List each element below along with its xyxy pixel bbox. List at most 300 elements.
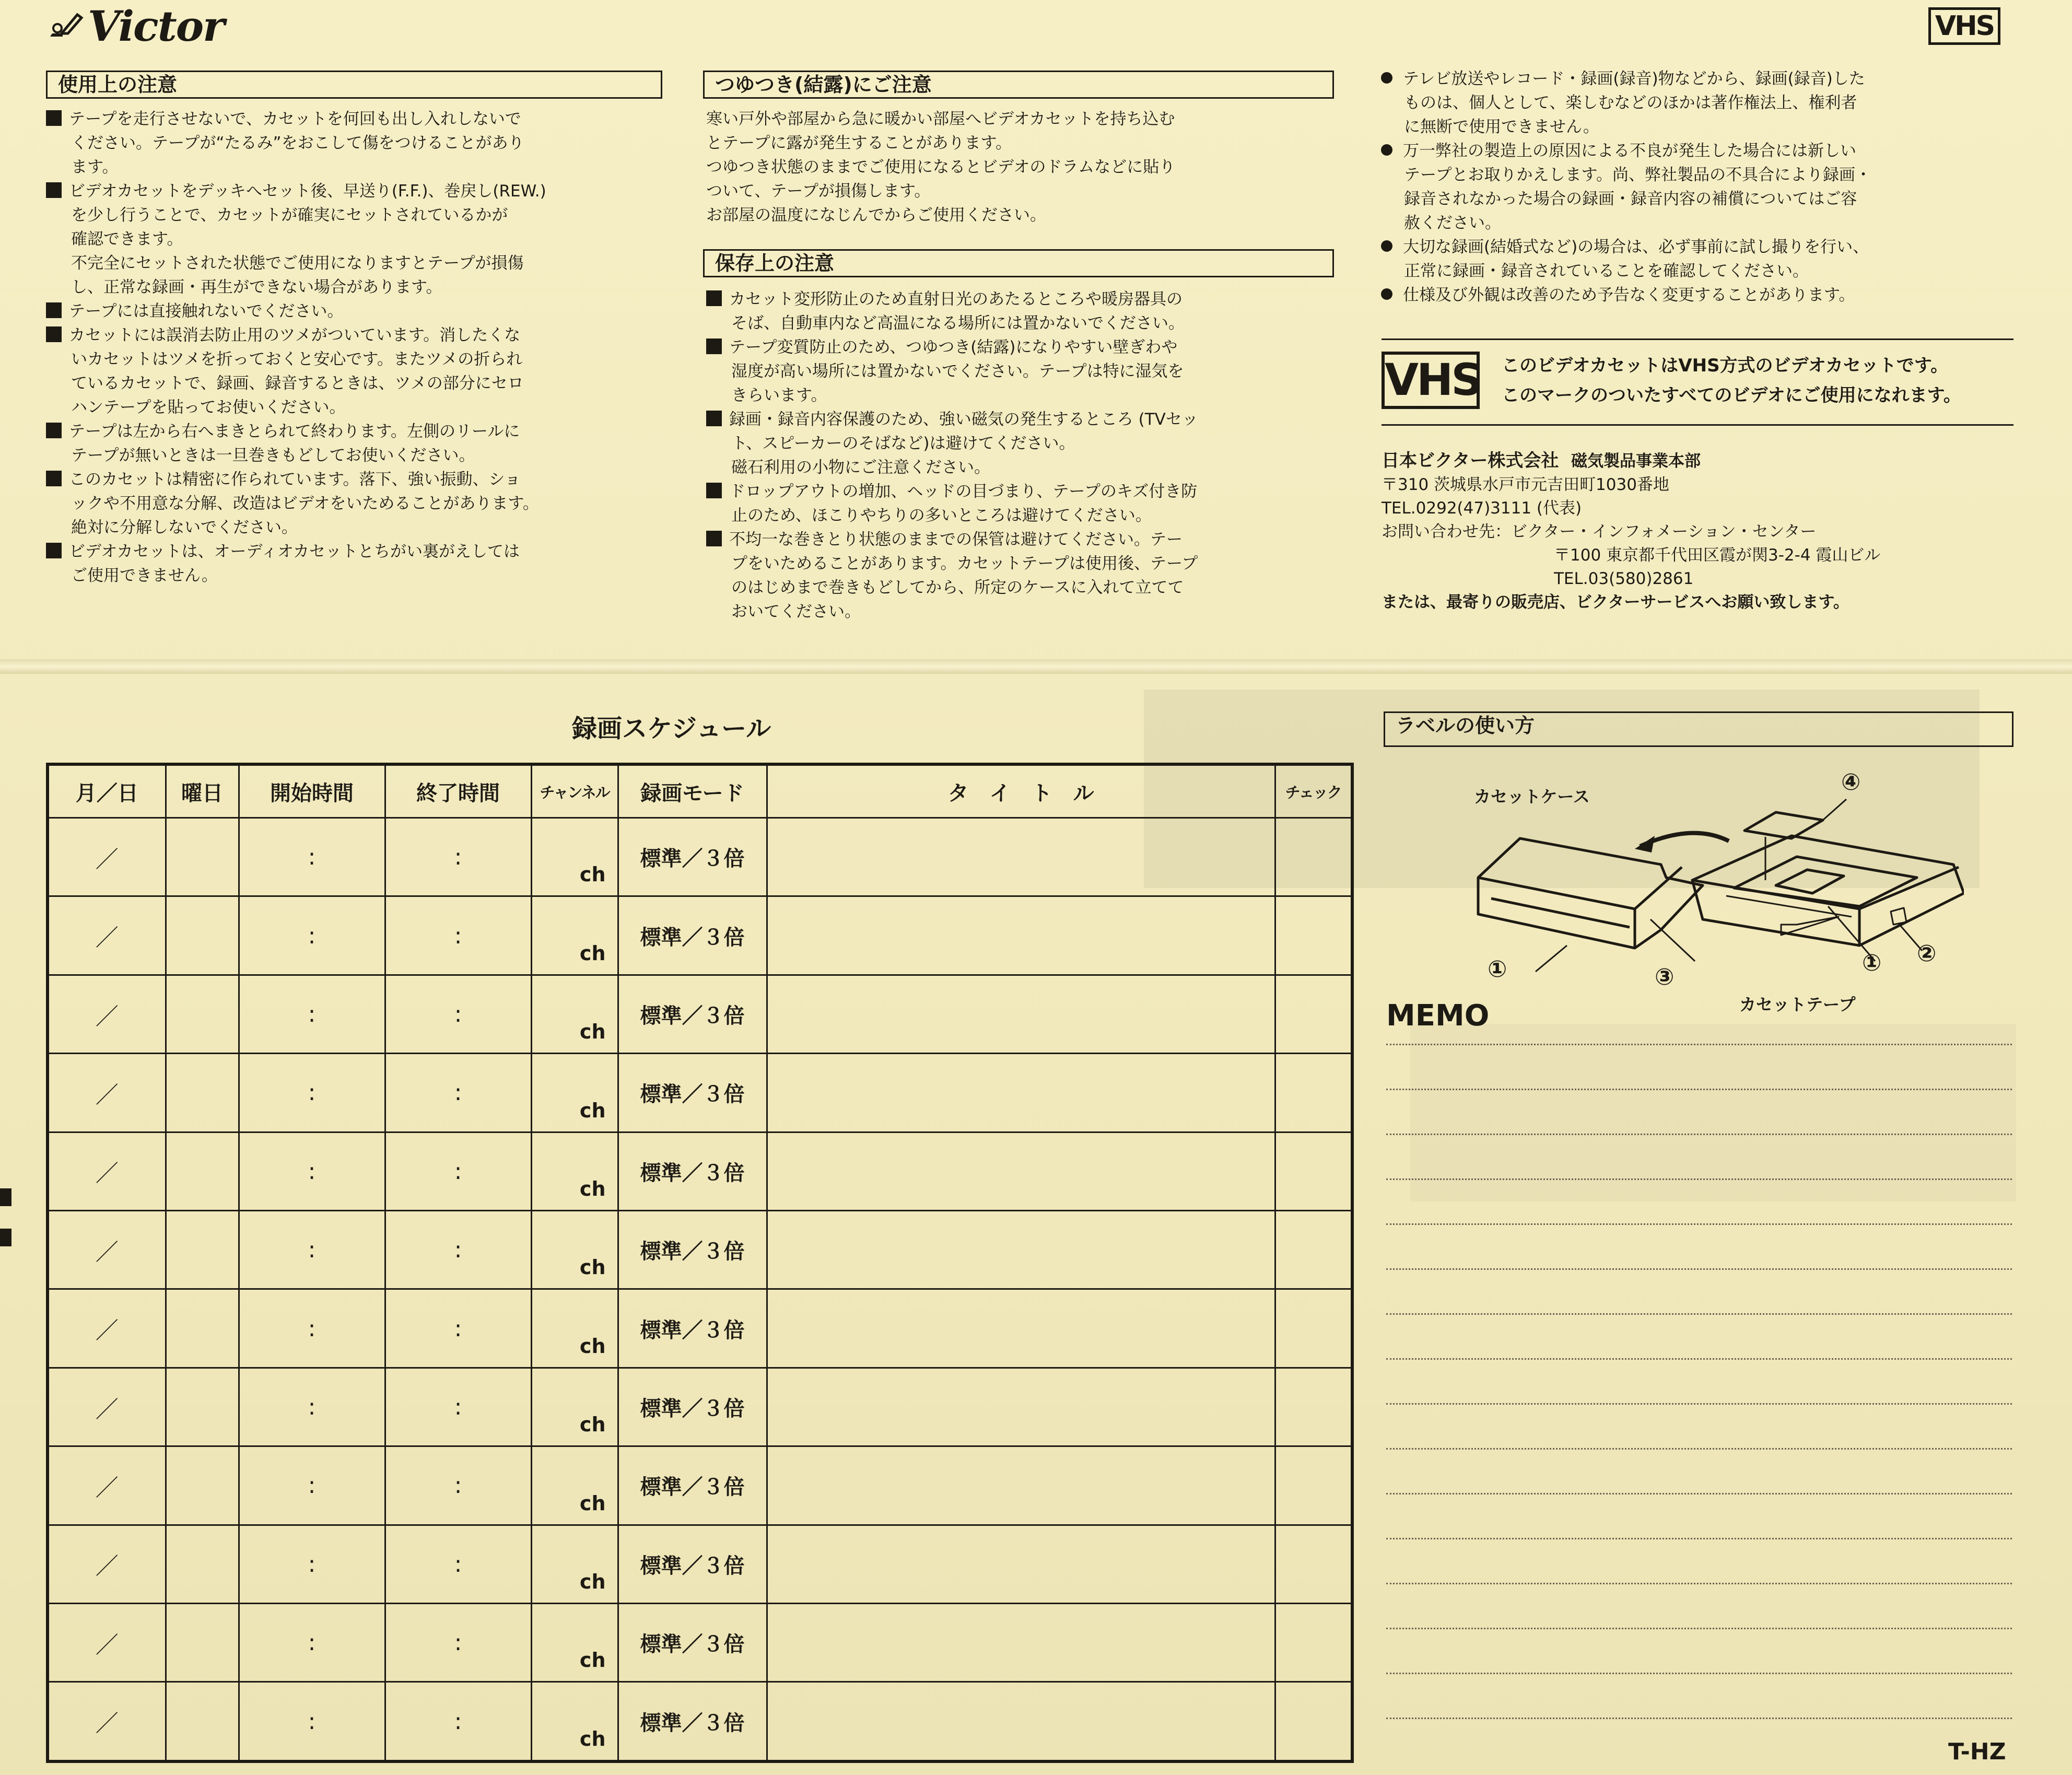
channel-suffix: ch xyxy=(579,1177,606,1201)
date-text: ／ xyxy=(95,1160,119,1187)
title-cell[interactable] xyxy=(767,1525,1275,1603)
square-bullet-icon xyxy=(46,471,62,486)
list-item-line xyxy=(706,431,1338,456)
memo-line xyxy=(1386,1628,2012,1629)
memo-line xyxy=(1386,1718,2012,1719)
mode-cell[interactable] xyxy=(618,1368,767,1446)
title-cell[interactable] xyxy=(767,1682,1275,1761)
end-time-cell[interactable] xyxy=(385,818,531,896)
square-bullet-icon xyxy=(706,531,722,546)
mode-text: 標準／３倍 xyxy=(640,1475,745,1500)
end-time-text: : xyxy=(454,1001,462,1028)
end-time-cell[interactable] xyxy=(385,1054,531,1132)
check-cell[interactable] xyxy=(1275,1132,1352,1210)
check-cell[interactable] xyxy=(1275,1525,1352,1603)
condensation-line: つゆつき状態のままでご使用になるとビデオのドラムなどに貼り xyxy=(706,158,1176,177)
square-bullet-icon xyxy=(706,290,722,306)
memo-line xyxy=(1386,1223,2012,1225)
list-item-line xyxy=(1379,115,2021,139)
list-item-text: 大切な録画(結婚式など)の場合は、必ず事前に試し撮りを行い、 xyxy=(1403,238,1869,256)
company-line xyxy=(1382,449,1880,473)
condensation-line: とテープに露が発生することがあります。 xyxy=(706,134,1012,153)
mode-text: 標準／３倍 xyxy=(640,1161,745,1185)
channel-cell[interactable] xyxy=(531,1368,618,1446)
title-cell[interactable] xyxy=(767,1132,1275,1210)
start-time-text: : xyxy=(308,1708,316,1735)
date-cell[interactable] xyxy=(48,896,166,975)
brand-name: Victor xyxy=(88,2,224,51)
end-time-cell[interactable] xyxy=(385,1368,531,1446)
mode-text: 標準／３倍 xyxy=(640,847,745,871)
mode-text: 標準／３倍 xyxy=(640,1004,745,1029)
start-time-cell[interactable] xyxy=(239,1211,385,1289)
schedule-header-row xyxy=(48,764,1352,818)
weekday-cell[interactable] xyxy=(166,1132,239,1210)
date-text: ／ xyxy=(95,1553,119,1580)
channel-cell[interactable] xyxy=(531,1525,618,1603)
usage-title xyxy=(46,71,662,99)
list-item-line xyxy=(46,516,668,540)
show-through-shape-2 xyxy=(1410,1024,2016,1201)
square-bullet-icon xyxy=(46,543,62,558)
date-cell[interactable] xyxy=(48,1289,166,1368)
title-cell[interactable] xyxy=(767,975,1275,1053)
list-item-text: いカセットはツメを折っておくと安心です。またツメの折られ xyxy=(71,350,523,369)
end-time-text: : xyxy=(454,1629,462,1656)
list-item-line xyxy=(46,468,668,492)
channel-suffix: ch xyxy=(579,1570,606,1594)
col-weekday: 曜日 xyxy=(166,764,239,818)
end-time-text: : xyxy=(454,1550,462,1578)
mode-cell[interactable] xyxy=(618,818,767,896)
vhs-line-1: このビデオカセットはVHS方式のビデオカセットです。 xyxy=(1502,355,1949,376)
schedule-row xyxy=(48,1604,1352,1682)
list-item-text: テープが無いときは一旦巻きもどしてお使いください。 xyxy=(71,446,475,465)
start-time-text: : xyxy=(308,1315,316,1342)
list-item-text: 仕様及び外観は改善のため予告なく変更することがあります。 xyxy=(1403,286,1855,305)
list-item-line xyxy=(46,371,668,395)
list-item-line xyxy=(706,335,1338,359)
end-time-text: : xyxy=(454,1236,462,1264)
check-cell[interactable] xyxy=(1275,1682,1352,1761)
mode-text: 標準／３倍 xyxy=(640,1711,745,1735)
list-item-text: 赦ください。 xyxy=(1404,214,1501,232)
schedule-title: 録画スケジュール xyxy=(572,714,771,743)
storage-title-text: 保存上の注意 xyxy=(715,252,835,275)
schedule-row xyxy=(48,1525,1352,1603)
end-time-text: : xyxy=(454,1472,462,1499)
list-item-text: カセット変形防止のため直射日光のあたるところや暖房器具の xyxy=(729,290,1183,309)
weekday-cell[interactable] xyxy=(166,1211,239,1289)
col-date: 月／日 xyxy=(48,764,166,818)
usage-list xyxy=(46,107,668,588)
start-time-cell[interactable] xyxy=(239,1446,385,1525)
list-item-text: ドロップアウトの増加、ヘッドの目づまり、テープのキズ付き防 xyxy=(729,482,1198,501)
date-cell[interactable] xyxy=(48,818,166,896)
list-item-line xyxy=(1379,163,2021,187)
memo-label: MEMO xyxy=(1386,999,1490,1033)
col-title: タ イ ト ル xyxy=(767,764,1275,818)
weekday-cell[interactable] xyxy=(166,1604,239,1682)
memo-line xyxy=(1386,1448,2012,1450)
schedule-table xyxy=(46,763,1354,1763)
list-item-text: ます。 xyxy=(71,158,119,177)
list-item-text: ご使用できません。 xyxy=(71,566,218,585)
list-item-line xyxy=(46,251,668,275)
check-cell[interactable] xyxy=(1275,975,1352,1053)
list-item-text: ハンテープを貼ってお使いください。 xyxy=(71,398,346,417)
date-text: ／ xyxy=(95,1710,119,1737)
date-cell[interactable] xyxy=(48,975,166,1053)
weekday-cell[interactable] xyxy=(166,975,239,1053)
start-time-cell[interactable] xyxy=(239,1132,385,1210)
closing-line: または、最寄りの販売店、ビクターサービスへお願い致します。 xyxy=(1382,593,1849,612)
title-cell[interactable] xyxy=(767,896,1275,975)
weekday-cell[interactable] xyxy=(166,1289,239,1368)
channel-suffix: ch xyxy=(579,1020,606,1044)
end-time-cell[interactable] xyxy=(385,1132,531,1210)
list-item-line xyxy=(706,407,1338,431)
channel-cell[interactable] xyxy=(531,1604,618,1682)
schedule-row xyxy=(48,975,1352,1053)
address-2: 〒100 東京都千代田区霞が関3-2-4 霞山ビル xyxy=(1554,546,1881,565)
end-time-cell[interactable] xyxy=(385,975,531,1053)
list-item-line xyxy=(1379,139,2021,163)
cassette-case-drawing xyxy=(1478,838,1703,948)
marker-3: ③ xyxy=(1655,964,1675,990)
list-item-text: 不均一な巻きとり状態のままでの保管は避けてください。テー xyxy=(729,530,1183,549)
list-item-text: ているカセットで、録画、録音するときは、ツメの部分にセロ xyxy=(71,374,524,393)
start-time-text: : xyxy=(308,1394,316,1421)
mode-cell[interactable] xyxy=(618,975,767,1053)
list-item-text: 万一弊社の製造上の原因による不良が発生した場合には新しい xyxy=(1403,142,1856,160)
memo-line xyxy=(1386,1089,2012,1090)
condensation-line: ついて、テープが損傷します。 xyxy=(706,182,931,201)
memo-line xyxy=(1386,1044,2012,1045)
division-name: 磁気製品事業本部 xyxy=(1571,452,1701,471)
list-item-text: 録音されなかった場合の録画・録音内容の補償についてはご容 xyxy=(1404,190,1857,208)
schedule-row xyxy=(48,1054,1352,1132)
end-time-cell[interactable] xyxy=(385,896,531,975)
list-item-line xyxy=(46,492,668,516)
memo-line xyxy=(1386,1268,2012,1270)
start-time-cell[interactable] xyxy=(239,1604,385,1682)
end-time-text: : xyxy=(454,1079,462,1106)
list-item-line xyxy=(706,311,1338,335)
list-item-text: に無断で使用できません。 xyxy=(1404,118,1599,136)
schedule-body xyxy=(48,818,1352,1762)
check-cell[interactable] xyxy=(1275,896,1352,975)
start-time-text: : xyxy=(308,1236,316,1264)
list-item-text: 正常に録画・録音されていることを確認してください。 xyxy=(1404,262,1809,281)
check-cell[interactable] xyxy=(1275,1054,1352,1132)
marker-1-tape: ① xyxy=(1862,950,1882,976)
title-cell[interactable] xyxy=(767,1054,1275,1132)
check-cell[interactable] xyxy=(1275,1289,1352,1368)
marker-1-case: ① xyxy=(1488,956,1507,983)
date-cell[interactable] xyxy=(48,1446,166,1525)
schedule-row xyxy=(48,1368,1352,1446)
date-cell[interactable] xyxy=(48,1211,166,1289)
mode-cell[interactable] xyxy=(618,1211,767,1289)
mode-text: 標準／３倍 xyxy=(640,1318,745,1342)
list-item-line xyxy=(1379,235,2021,259)
usage-title-text: 使用上の注意 xyxy=(58,73,178,96)
list-item-line xyxy=(46,443,668,468)
end-time-cell[interactable] xyxy=(385,1682,531,1761)
check-cell[interactable] xyxy=(1275,1368,1352,1446)
list-item-line xyxy=(46,131,668,155)
vhs-rule-top xyxy=(1382,338,2014,340)
storage-list xyxy=(706,287,1338,624)
mode-cell[interactable] xyxy=(618,1682,767,1761)
list-item-line xyxy=(46,227,668,251)
weekday-cell[interactable] xyxy=(166,1525,239,1603)
channel-suffix: ch xyxy=(579,1256,606,1279)
start-time-text: : xyxy=(308,1550,316,1578)
date-text: ／ xyxy=(95,846,119,873)
round-bullet-icon xyxy=(1381,144,1392,156)
start-time-text: : xyxy=(308,1472,316,1499)
title-cell[interactable] xyxy=(767,1446,1275,1525)
list-item-line xyxy=(1379,259,2021,283)
date-cell[interactable] xyxy=(48,1525,166,1603)
channel-cell[interactable] xyxy=(531,975,618,1053)
start-time-cell[interactable] xyxy=(239,1682,385,1761)
gramophone-icon xyxy=(47,10,84,42)
channel-suffix: ch xyxy=(579,863,606,886)
schedule-row xyxy=(48,1289,1352,1368)
mode-text: 標準／３倍 xyxy=(640,1554,745,1578)
date-text: ／ xyxy=(95,1081,119,1108)
list-item-line xyxy=(46,299,668,323)
case-caption: カセットケース xyxy=(1474,787,1590,807)
date-cell[interactable] xyxy=(48,1054,166,1132)
list-item-text: ビデオカセットをデッキへセット後、早送り(F.F.)、巻戻し(REW.) xyxy=(69,182,546,201)
start-time-text: : xyxy=(308,1001,316,1028)
tape-caption: カセットテープ xyxy=(1739,995,1856,1014)
list-item-line xyxy=(46,179,668,203)
weekday-cell[interactable] xyxy=(166,818,239,896)
list-item-line xyxy=(46,395,668,419)
inquiry-line: お問い合わせ先：ビクター・インフォメーション・センター xyxy=(1382,522,1817,541)
list-item-text: し、正常な録画・再生ができない場合があります。 xyxy=(71,278,442,297)
list-item-line xyxy=(706,359,1338,383)
list-item-line xyxy=(706,480,1338,504)
list-item-line xyxy=(706,287,1338,311)
start-time-cell[interactable] xyxy=(239,1289,385,1368)
title-cell[interactable] xyxy=(767,1368,1275,1446)
memo-line xyxy=(1386,1358,2012,1360)
start-time-text: : xyxy=(308,1158,316,1185)
mode-cell[interactable] xyxy=(618,1604,767,1682)
title-cell[interactable] xyxy=(767,1289,1275,1368)
label-guide-title-text: ラベルの使い方 xyxy=(1396,714,1535,737)
list-item-line xyxy=(46,107,668,131)
condensation-text xyxy=(706,107,1338,227)
label-guide-title xyxy=(1384,711,2014,747)
square-bullet-icon xyxy=(46,423,62,438)
mode-cell[interactable] xyxy=(618,1446,767,1525)
mode-cell[interactable] xyxy=(618,1054,767,1132)
start-time-cell[interactable] xyxy=(239,896,385,975)
list-item-text: テープは左から右へまきとられて終わります。左側のリールに xyxy=(69,422,520,441)
mode-cell[interactable] xyxy=(618,1289,767,1368)
mode-text: 標準／３倍 xyxy=(640,1240,745,1264)
vhs-rule-bottom xyxy=(1382,424,2014,426)
date-text: ／ xyxy=(95,1239,119,1266)
date-text: ／ xyxy=(95,1003,119,1030)
list-item-line xyxy=(1379,283,2021,307)
list-item-text: プをいためることがあります。カセットテープは使用後、テープ xyxy=(731,554,1198,573)
col-end: 終了時間 xyxy=(385,764,531,818)
list-item-text: おいてください。 xyxy=(731,602,861,621)
channel-suffix: ch xyxy=(579,1334,606,1358)
end-time-cell[interactable] xyxy=(385,1211,531,1289)
channel-cell[interactable] xyxy=(531,1289,618,1368)
square-bullet-icon xyxy=(706,411,722,426)
square-bullet-icon xyxy=(46,182,62,198)
list-item-text: 絶対に分解しないでください。 xyxy=(71,518,298,537)
square-bullet-icon xyxy=(46,110,62,126)
col-mode: 録画モード xyxy=(618,764,767,818)
date-cell[interactable] xyxy=(48,1682,166,1761)
footer-code: T-HZ xyxy=(1948,1738,2006,1765)
title-cell[interactable] xyxy=(767,1604,1275,1682)
check-cell[interactable] xyxy=(1275,1446,1352,1525)
channel-cell[interactable] xyxy=(531,1446,618,1525)
weekday-cell[interactable] xyxy=(166,896,239,975)
date-text: ／ xyxy=(95,1317,119,1345)
list-item-text: そば、自動車内など高温になる場所には置かないでください。 xyxy=(731,314,1185,333)
mode-cell[interactable] xyxy=(618,896,767,975)
tel-2: TEL.03(580)2861 xyxy=(1554,569,1694,588)
start-time-cell[interactable] xyxy=(239,975,385,1053)
cassette-tape-drawing xyxy=(1692,836,1964,945)
memo-line xyxy=(1386,1178,2012,1180)
marker-4: ④ xyxy=(1841,769,1861,796)
check-cell[interactable] xyxy=(1275,818,1352,896)
memo-line xyxy=(1386,1583,2012,1584)
list-item-text: のはじめまで巻きもどしてから、所定のケースに入れて立てて xyxy=(731,578,1184,597)
mode-text: 標準／３倍 xyxy=(640,1632,745,1657)
list-item-text: テープには直接触れないでください。 xyxy=(69,302,344,321)
list-item-line xyxy=(46,155,668,179)
channel-suffix: ch xyxy=(579,1649,606,1672)
schedule-row xyxy=(48,818,1352,896)
mode-cell[interactable] xyxy=(618,1525,767,1603)
list-item-line xyxy=(1379,187,2021,211)
title-cell[interactable] xyxy=(767,818,1275,896)
channel-suffix: ch xyxy=(579,1099,606,1122)
list-item-line xyxy=(46,347,668,371)
list-item-text: を少し行うことで、カセットが確実にセットされているかが xyxy=(71,206,508,225)
weekday-cell[interactable] xyxy=(166,1368,239,1446)
end-time-text: : xyxy=(454,1708,462,1735)
weekday-cell[interactable] xyxy=(166,1054,239,1132)
end-time-text: : xyxy=(454,1158,462,1185)
mode-text: 標準／３倍 xyxy=(640,1082,745,1107)
start-time-text: : xyxy=(308,844,316,871)
edge-mark-1 xyxy=(0,1188,11,1206)
square-bullet-icon xyxy=(46,326,62,342)
check-cell[interactable] xyxy=(1275,1604,1352,1682)
channel-cell[interactable] xyxy=(531,1132,618,1210)
title-cell[interactable] xyxy=(767,1211,1275,1289)
mode-cell[interactable] xyxy=(618,1132,767,1210)
channel-suffix: ch xyxy=(579,1413,606,1437)
condensation-line: お部屋の温度になじんでからご使用ください。 xyxy=(706,206,1046,225)
list-item-line xyxy=(1379,67,2021,91)
start-time-cell[interactable] xyxy=(239,1525,385,1603)
brand-logo xyxy=(47,2,224,51)
mode-text: 標準／３倍 xyxy=(640,925,745,950)
date-text: ／ xyxy=(95,1396,119,1423)
list-item-line xyxy=(46,564,668,588)
start-time-cell[interactable] xyxy=(239,1368,385,1446)
memo-line xyxy=(1386,1673,2012,1674)
date-cell[interactable] xyxy=(48,1368,166,1446)
list-item-line xyxy=(46,203,668,227)
channel-suffix: ch xyxy=(579,1491,606,1515)
memo-line xyxy=(1386,1403,2012,1405)
condensation-title xyxy=(703,71,1334,99)
vhs-line-2: このマークのついたすべてのビデオにご使用になれます。 xyxy=(1502,385,1961,406)
channel-cell[interactable] xyxy=(531,1682,618,1761)
col-start: 開始時間 xyxy=(239,764,385,818)
list-item-text: 録画・録音内容保護のため、強い磁気の発生するところ (TVセッ xyxy=(729,410,1198,429)
list-item-line xyxy=(46,540,668,564)
label-sticker-drawing xyxy=(1745,812,1823,838)
list-item-line xyxy=(1379,211,2021,235)
condensation-title-text: つゆつき(結露)にご注意 xyxy=(715,73,932,96)
start-time-cell[interactable] xyxy=(239,1054,385,1132)
weekday-cell[interactable] xyxy=(166,1446,239,1525)
storage-title xyxy=(703,249,1334,277)
channel-cell[interactable] xyxy=(531,1054,618,1132)
list-item-text: 湿度が高い場所には置かないでください。テープは特に湿気を xyxy=(731,362,1184,381)
start-time-cell[interactable] xyxy=(239,818,385,896)
list-item-text: ト、スピーカーのそばなど)は避けてください。 xyxy=(731,434,1075,453)
list-item-text: 不完全にセットされた状態でご使用になりますとテープが損傷 xyxy=(71,254,524,273)
list-item-text: ください。テープが“たるみ”をおこして傷をつけることがあり xyxy=(71,134,524,153)
weekday-cell[interactable] xyxy=(166,1682,239,1761)
check-cell[interactable] xyxy=(1275,1211,1352,1289)
end-time-cell[interactable] xyxy=(385,1289,531,1368)
date-cell[interactable] xyxy=(48,1132,166,1210)
marker-2: ② xyxy=(1917,940,1937,967)
list-item-text: テープとお取りかえします。尚、弊社製品の不具合により録画・ xyxy=(1404,166,1871,184)
channel-cell[interactable] xyxy=(531,896,618,975)
list-item-text: 磁石利用の小物にご注意ください。 xyxy=(731,458,990,477)
list-item-line xyxy=(706,576,1338,600)
schedule-row xyxy=(48,1446,1352,1525)
list-item-text: 止のため、ほこりやちりの多いところは避けてください。 xyxy=(731,506,1152,525)
list-item-text: テレビ放送やレコード・録画(録音)物などから、録画(録音)した xyxy=(1403,69,1865,88)
end-time-cell[interactable] xyxy=(385,1604,531,1682)
company-name: 日本ビクター株式会社 xyxy=(1382,450,1559,471)
end-time-text: : xyxy=(454,844,462,871)
channel-cell[interactable] xyxy=(531,1211,618,1289)
end-time-cell[interactable] xyxy=(385,1525,531,1603)
channel-cell[interactable] xyxy=(531,818,618,896)
end-time-cell[interactable] xyxy=(385,1446,531,1525)
list-item-line xyxy=(706,456,1338,480)
round-bullet-icon xyxy=(1381,72,1392,84)
date-cell[interactable] xyxy=(48,1604,166,1682)
col-channel: チャンネル xyxy=(531,764,618,818)
date-text: ／ xyxy=(95,925,119,952)
